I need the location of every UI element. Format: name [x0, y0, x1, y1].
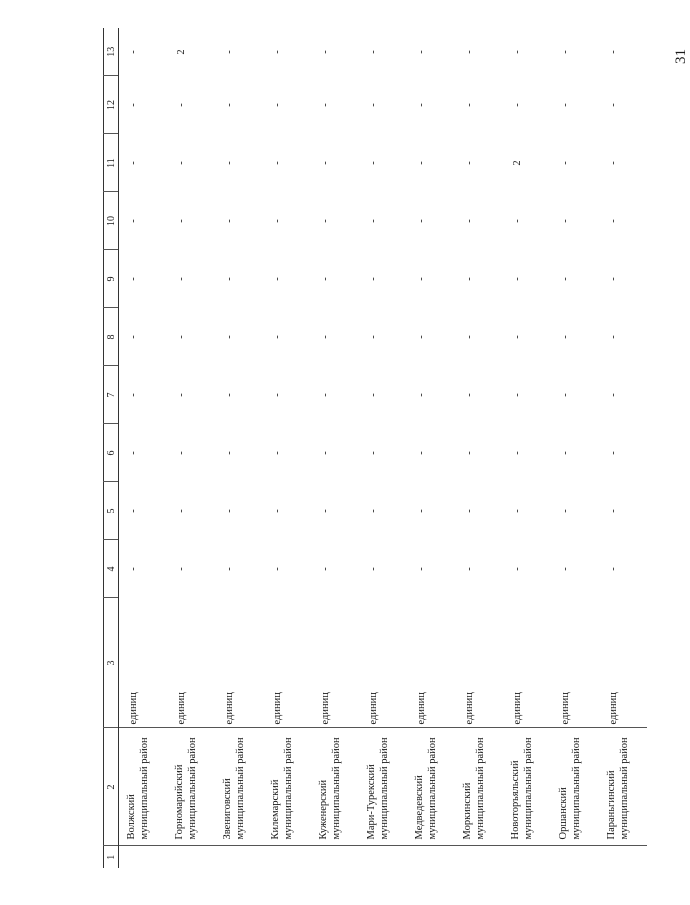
value-cell-col-7: - [176, 393, 187, 397]
table-row [119, 28, 168, 868]
row-index-cell [119, 846, 168, 868]
data-table [103, 28, 647, 868]
value-cell-col-12: - [608, 103, 619, 107]
district-type: муниципальный район [283, 737, 294, 840]
district-name-cell [407, 728, 455, 846]
table-row [599, 28, 647, 868]
value-cell-col-5: - [320, 509, 331, 513]
district-name-cell [503, 728, 551, 846]
value-cell-col-8: - [272, 335, 283, 339]
district-type: муниципальный район [187, 737, 198, 840]
value-cell-col-7: - [272, 393, 283, 397]
value-cell-col-12: - [128, 103, 139, 107]
value-cell-col-13: 2 [176, 49, 187, 55]
column-header-10: 10 [104, 192, 119, 250]
row-index-cell [359, 846, 407, 868]
column-header-5: 5 [104, 482, 119, 540]
value-cell-col-9: - [416, 277, 427, 281]
row-index-cell [167, 846, 215, 868]
value-cell-col-4: - [416, 567, 427, 571]
district-name: Медведевский [414, 775, 425, 840]
value-cell-col-6: - [368, 451, 379, 455]
value-cell-col-5: - [128, 509, 139, 513]
column-header-6: 6 [104, 424, 119, 482]
district-name: Звениговский [222, 778, 233, 840]
district-type: муниципальный район [235, 737, 246, 840]
value-cell-col-10: - [176, 219, 187, 223]
table-row [407, 28, 455, 868]
value-cell-col-11: - [272, 161, 283, 165]
value-cell-col-8: - [128, 335, 139, 339]
district-name-cell [167, 728, 215, 846]
value-cell-col-10: - [512, 219, 523, 223]
value-cell-col-10: - [320, 219, 331, 223]
value-cell-col-8: - [368, 335, 379, 339]
value-cell-col-11: - [320, 161, 331, 165]
value-cell-col-6: - [608, 451, 619, 455]
value-cell-col-8: - [464, 335, 475, 339]
unit-cell: единиц [560, 692, 571, 725]
value-cell-col-12: - [320, 103, 331, 107]
value-cell-col-13: - [368, 50, 379, 54]
district-name-cell [455, 728, 503, 846]
value-cell-col-8: - [320, 335, 331, 339]
value-cell-col-12: - [272, 103, 283, 107]
district-name-cell [263, 728, 311, 846]
value-cell-col-4: - [608, 567, 619, 571]
rotated-table-container [103, 28, 630, 868]
column-header-11: 11 [104, 134, 119, 192]
column-header-8: 8 [104, 308, 119, 366]
row-index-cell [455, 846, 503, 868]
value-cell-col-4: - [320, 567, 331, 571]
value-cell-col-7: - [560, 393, 571, 397]
value-cell-col-11: - [608, 161, 619, 165]
value-cell-col-7: - [464, 393, 475, 397]
table-row [167, 28, 215, 868]
value-cell-col-5: - [176, 509, 187, 513]
district-type: муниципальный район [523, 737, 534, 840]
value-cell-col-6: - [560, 451, 571, 455]
district-type: муниципальный район [475, 737, 486, 840]
value-cell-col-8: - [224, 335, 235, 339]
value-cell-col-6: - [272, 451, 283, 455]
table-body [119, 28, 648, 868]
value-cell-col-6: - [128, 451, 139, 455]
value-cell-col-13: - [512, 50, 523, 54]
value-cell-col-6: - [416, 451, 427, 455]
column-header-4: 4 [104, 540, 119, 598]
value-cell-col-13: - [128, 50, 139, 54]
value-cell-col-11: - [176, 161, 187, 165]
district-type: муниципальный район [427, 737, 438, 840]
table-row [455, 28, 503, 868]
value-cell-col-13: - [224, 50, 235, 54]
unit-cell: единиц [464, 692, 475, 725]
value-cell-col-8: - [608, 335, 619, 339]
district-name: Килемарский [270, 779, 281, 840]
column-header-1: 1 [104, 846, 119, 868]
column-header-13: 13 [104, 28, 119, 76]
district-name: Горномарийский [174, 764, 185, 840]
value-cell-col-9: - [368, 277, 379, 281]
value-cell-col-9: - [176, 277, 187, 281]
value-cell-col-7: - [224, 393, 235, 397]
value-cell-col-7: - [320, 393, 331, 397]
value-cell-col-9: - [512, 277, 523, 281]
district-type: муниципальный район [139, 737, 150, 840]
value-cell-col-6: - [224, 451, 235, 455]
value-cell-col-10: - [368, 219, 379, 223]
value-cell-col-13: - [416, 50, 427, 54]
district-name-cell [359, 728, 407, 846]
value-cell-col-11: - [464, 161, 475, 165]
value-cell-col-8: - [560, 335, 571, 339]
unit-cell: единиц [512, 692, 523, 725]
value-cell-col-4: - [464, 567, 475, 571]
value-cell-col-11: - [128, 161, 139, 165]
value-cell-col-13: - [560, 50, 571, 54]
value-cell-col-4: - [272, 567, 283, 571]
value-cell-col-12: - [176, 103, 187, 107]
unit-cell: единиц [608, 692, 619, 725]
unit-cell: единиц [320, 692, 331, 725]
value-cell-col-4: - [560, 567, 571, 571]
value-cell-col-5: - [272, 509, 283, 513]
district-name-cell [551, 728, 599, 846]
district-type: муниципальный район [571, 737, 582, 840]
value-cell-col-11: - [368, 161, 379, 165]
value-cell-col-10: - [416, 219, 427, 223]
table-row [215, 28, 263, 868]
value-cell-col-4: - [128, 567, 139, 571]
value-cell-col-9: - [464, 277, 475, 281]
value-cell-col-8: - [512, 335, 523, 339]
unit-cell: единиц [416, 692, 427, 725]
value-cell-col-13: - [608, 50, 619, 54]
value-cell-col-12: - [416, 103, 427, 107]
column-header-7: 7 [104, 366, 119, 424]
district-type: муниципальный район [379, 737, 390, 840]
value-cell-col-5: - [560, 509, 571, 513]
row-index-cell [263, 846, 311, 868]
row-index-cell [215, 846, 263, 868]
value-cell-col-5: - [464, 509, 475, 513]
value-cell-col-5: - [224, 509, 235, 513]
unit-cell: единиц [272, 692, 283, 725]
value-cell-col-9: - [320, 277, 331, 281]
row-index-cell [599, 846, 647, 868]
value-cell-col-4: - [512, 567, 523, 571]
row-index-cell [407, 846, 455, 868]
value-cell-col-9: - [224, 277, 235, 281]
district-type: муниципальный район [331, 737, 342, 840]
value-cell-col-10: - [560, 219, 571, 223]
value-cell-col-7: - [512, 393, 523, 397]
row-index-cell [551, 846, 599, 868]
value-cell-col-7: - [128, 393, 139, 397]
value-cell-col-4: - [176, 567, 187, 571]
unit-cell: единиц [368, 692, 379, 725]
value-cell-col-6: - [512, 451, 523, 455]
district-name: Новоторъяльский [510, 760, 521, 840]
value-cell-col-9: - [608, 277, 619, 281]
unit-cell: единиц [128, 692, 139, 725]
district-name: Оршанский [558, 787, 569, 840]
district-name: Моркинский [462, 782, 473, 840]
value-cell-col-11: - [560, 161, 571, 165]
column-header-3: 3 [104, 598, 119, 728]
value-cell-col-4: - [368, 567, 379, 571]
value-cell-col-11: - [224, 161, 235, 165]
header-row [104, 28, 119, 868]
district-name: Волжский [126, 794, 137, 840]
district-name-cell [119, 728, 168, 846]
table-row [503, 28, 551, 868]
value-cell-col-10: - [608, 219, 619, 223]
value-cell-col-12: - [224, 103, 235, 107]
value-cell-col-12: - [560, 103, 571, 107]
value-cell-col-5: - [368, 509, 379, 513]
district-type: муниципальный район [619, 737, 630, 840]
value-cell-col-11: 2 [512, 160, 523, 166]
value-cell-col-13: - [464, 50, 475, 54]
column-header-2: 2 [104, 728, 119, 846]
district-name: Мари-Турекский [366, 764, 377, 840]
district-name-cell [215, 728, 263, 846]
value-cell-col-12: - [464, 103, 475, 107]
value-cell-col-10: - [224, 219, 235, 223]
row-index-cell [503, 846, 551, 868]
value-cell-col-12: - [368, 103, 379, 107]
value-cell-col-10: - [464, 219, 475, 223]
value-cell-col-7: - [416, 393, 427, 397]
district-name-cell [599, 728, 647, 846]
value-cell-col-13: - [272, 50, 283, 54]
value-cell-col-10: - [272, 219, 283, 223]
unit-cell: единиц [224, 692, 235, 725]
table-row [551, 28, 599, 868]
table-row [263, 28, 311, 868]
value-cell-col-12: - [512, 103, 523, 107]
row-index-cell [311, 846, 359, 868]
district-name: Параньгинский [606, 770, 617, 840]
table-row [311, 28, 359, 868]
column-header-9: 9 [104, 250, 119, 308]
value-cell-col-6: - [464, 451, 475, 455]
value-cell-col-10: - [128, 219, 139, 223]
value-cell-col-9: - [128, 277, 139, 281]
value-cell-col-5: - [512, 509, 523, 513]
unit-cell: единиц [176, 692, 187, 725]
value-cell-col-4: - [224, 567, 235, 571]
table-row [359, 28, 407, 868]
district-name: Куженерский [318, 779, 329, 840]
value-cell-col-8: - [416, 335, 427, 339]
value-cell-col-9: - [560, 277, 571, 281]
value-cell-col-8: - [176, 335, 187, 339]
value-cell-col-6: - [320, 451, 331, 455]
value-cell-col-5: - [608, 509, 619, 513]
value-cell-col-11: - [416, 161, 427, 165]
district-name-cell [311, 728, 359, 846]
value-cell-col-13: - [320, 50, 331, 54]
value-cell-col-9: - [272, 277, 283, 281]
value-cell-col-7: - [608, 393, 619, 397]
column-header-12: 12 [104, 76, 119, 134]
value-cell-col-6: - [176, 451, 187, 455]
value-cell-col-7: - [368, 393, 379, 397]
value-cell-col-5: - [416, 509, 427, 513]
